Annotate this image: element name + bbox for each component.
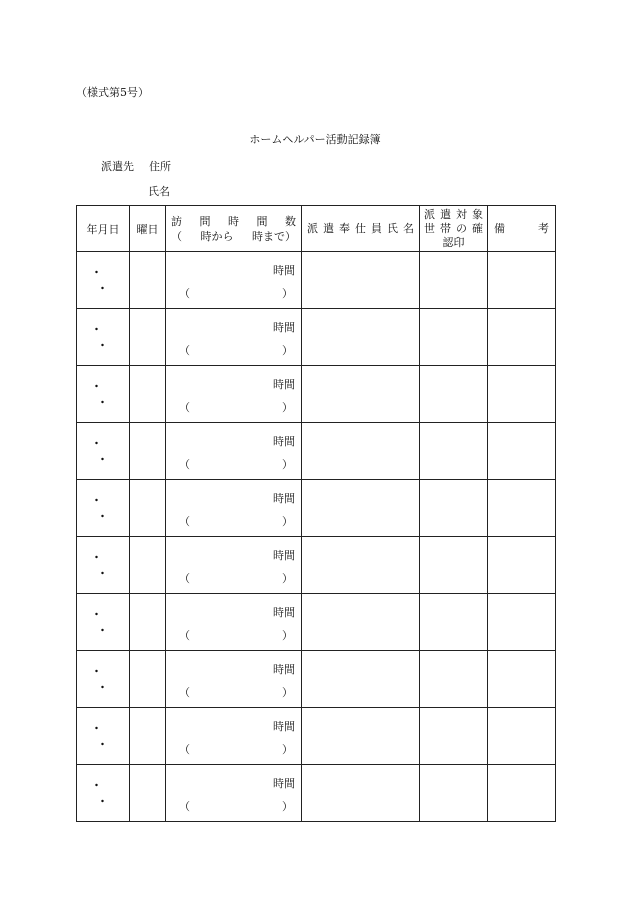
weekday-cell[interactable]: [130, 309, 166, 366]
date-cell[interactable]: [77, 708, 130, 765]
visit-hours-cell[interactable]: [166, 594, 302, 651]
weekday-cell[interactable]: [130, 252, 166, 309]
weekday-cell[interactable]: [130, 366, 166, 423]
header-staff-name: [302, 206, 420, 252]
weekday-cell[interactable]: [130, 765, 166, 822]
time-range-open-paren: （: [179, 458, 190, 471]
form-number: （様式第5号）: [76, 86, 149, 99]
table-row: [77, 309, 556, 366]
header-remarks-char: 備: [494, 222, 505, 235]
staff-name-cell[interactable]: [302, 252, 420, 309]
remarks-cell[interactable]: [488, 651, 556, 708]
header-visit-hours-char: 問: [199, 214, 211, 228]
staff-name-cell[interactable]: [302, 651, 420, 708]
time-range-open-paren: （: [179, 515, 190, 528]
staff-name-cell[interactable]: [302, 480, 420, 537]
date-cell[interactable]: [77, 537, 130, 594]
table-row: [77, 252, 556, 309]
header-staff-name-char: 名: [403, 222, 414, 235]
weekday-cell[interactable]: [130, 708, 166, 765]
weekday-cell[interactable]: [130, 537, 166, 594]
table-row: [77, 423, 556, 480]
table-row: [77, 480, 556, 537]
remarks-cell[interactable]: [488, 309, 556, 366]
date-separator-dot: ・: [91, 437, 102, 450]
remarks-cell[interactable]: [488, 480, 556, 537]
visit-hours-cell[interactable]: [166, 708, 302, 765]
remarks-cell[interactable]: [488, 252, 556, 309]
weekday-cell[interactable]: [130, 594, 166, 651]
date-separator-dot: ・: [97, 567, 108, 580]
hours-unit-label: 時間: [273, 321, 295, 334]
confirmation-seal-cell[interactable]: [420, 252, 488, 309]
date-cell[interactable]: [77, 423, 130, 480]
date-separator-dot: ・: [97, 282, 108, 295]
weekday-cell[interactable]: [130, 423, 166, 480]
confirmation-seal-cell[interactable]: [420, 423, 488, 480]
time-range-open-paren: （: [179, 743, 190, 756]
date-separator-dot: ・: [97, 453, 108, 466]
dispatch-destination-label: 派遣先: [101, 160, 134, 173]
confirmation-seal-cell[interactable]: [420, 651, 488, 708]
header-confirm-char: 確: [472, 221, 483, 235]
visit-hours-cell[interactable]: [166, 480, 302, 537]
date-cell[interactable]: [77, 765, 130, 822]
date-separator-dot: ・: [97, 624, 108, 637]
activity-log-table: [76, 205, 556, 822]
hours-unit-label: 時間: [273, 606, 295, 619]
visit-hours-cell[interactable]: [166, 765, 302, 822]
staff-name-cell[interactable]: [302, 366, 420, 423]
staff-name-cell[interactable]: [302, 708, 420, 765]
time-range-close-paren: ）: [282, 515, 293, 528]
hours-unit-label: 時間: [273, 435, 295, 448]
remarks-cell[interactable]: [488, 594, 556, 651]
hours-unit-label: 時間: [273, 720, 295, 733]
time-range-open-paren: （: [179, 401, 190, 414]
visit-hours-cell[interactable]: [166, 366, 302, 423]
header-staff-name-char: 奉: [339, 222, 350, 235]
remarks-cell[interactable]: [488, 366, 556, 423]
header-confirm-char: 象: [472, 207, 483, 221]
visit-hours-cell[interactable]: [166, 651, 302, 708]
staff-name-cell[interactable]: [302, 537, 420, 594]
date-separator-dot: ・: [91, 551, 102, 564]
visit-hours-cell[interactable]: [166, 309, 302, 366]
time-range-open-paren: （: [179, 686, 190, 699]
confirmation-seal-cell[interactable]: [420, 708, 488, 765]
date-separator-dot: ・: [91, 380, 102, 393]
confirmation-seal-cell[interactable]: [420, 765, 488, 822]
hours-unit-label: 時間: [273, 663, 295, 676]
table-header-row: [77, 206, 556, 252]
header-staff-name-char: 氏: [387, 222, 398, 235]
hours-unit-label: 時間: [273, 492, 295, 505]
weekday-cell[interactable]: [130, 651, 166, 708]
staff-name-cell[interactable]: [302, 765, 420, 822]
staff-name-cell[interactable]: [302, 309, 420, 366]
table-row: [77, 708, 556, 765]
date-cell[interactable]: [77, 252, 130, 309]
header-confirm-seal-text: 認印: [442, 235, 465, 249]
time-range-close-paren: ）: [282, 686, 293, 699]
header-confirm-char: 世: [424, 221, 435, 235]
header-date: 年月日: [77, 206, 130, 252]
remarks-cell[interactable]: [488, 537, 556, 594]
staff-name-cell[interactable]: [302, 423, 420, 480]
remarks-cell[interactable]: [488, 765, 556, 822]
time-range-close-paren: ）: [282, 800, 293, 813]
staff-name-cell[interactable]: [302, 594, 420, 651]
date-separator-dot: ・: [91, 494, 102, 507]
visit-hours-cell[interactable]: [166, 252, 302, 309]
date-cell[interactable]: [77, 480, 130, 537]
hours-unit-label: 時間: [273, 777, 295, 790]
header-visit-hours-char: 数: [285, 214, 296, 228]
header-staff-name-char: 派: [307, 222, 318, 235]
visit-hours-cell[interactable]: [166, 423, 302, 480]
date-separator-dot: ・: [91, 665, 102, 678]
header-household-confirmation: [420, 206, 488, 252]
header-remarks: [488, 206, 556, 252]
date-cell[interactable]: [77, 366, 130, 423]
time-range-close-paren: ）: [282, 458, 293, 471]
header-visit-hours-char: 時: [228, 214, 239, 228]
table-row: [77, 651, 556, 708]
table-row: [77, 537, 556, 594]
table-row: [77, 594, 556, 651]
header-staff-name-char: 遣: [323, 222, 334, 235]
header-staff-name-char: 仕: [355, 222, 366, 235]
time-range-open-paren: （: [179, 800, 190, 813]
header-confirm-char: 帯: [440, 221, 451, 235]
header-remarks-char: 考: [538, 222, 549, 235]
date-separator-dot: ・: [91, 722, 102, 735]
remarks-cell[interactable]: [488, 708, 556, 765]
remarks-cell[interactable]: [488, 423, 556, 480]
time-range-close-paren: ）: [282, 629, 293, 642]
address-label: 住所: [149, 160, 171, 173]
hours-unit-label: 時間: [273, 378, 295, 391]
header-visit-hours: [166, 206, 302, 252]
header-visit-hours-char: 間: [256, 214, 268, 228]
date-separator-dot: ・: [97, 681, 108, 694]
date-separator-dot: ・: [91, 323, 102, 336]
header-confirm-char: の: [456, 221, 467, 235]
time-range-close-paren: ）: [282, 572, 293, 585]
time-range-close-paren: ）: [282, 287, 293, 300]
header-visit-time-range-char: （: [171, 229, 182, 243]
time-range-open-paren: （: [179, 629, 190, 642]
date-separator-dot: ・: [97, 339, 108, 352]
header-confirm-char: 遣: [440, 207, 451, 221]
weekday-cell[interactable]: [130, 480, 166, 537]
date-separator-dot: ・: [97, 510, 108, 523]
date-separator-dot: ・: [97, 396, 108, 409]
time-range-close-paren: ）: [282, 743, 293, 756]
confirmation-seal-cell[interactable]: [420, 594, 488, 651]
confirmation-seal-cell[interactable]: [420, 537, 488, 594]
confirmation-seal-cell[interactable]: [420, 309, 488, 366]
table-row: [77, 765, 556, 822]
date-separator-dot: ・: [91, 608, 102, 621]
confirmation-seal-cell[interactable]: [420, 366, 488, 423]
date-separator-dot: ・: [97, 738, 108, 751]
time-range-close-paren: ）: [282, 344, 293, 357]
header-weekday: 曜日: [130, 206, 166, 252]
date-cell[interactable]: [77, 651, 130, 708]
date-separator-dot: ・: [97, 795, 108, 808]
name-label: 氏名: [148, 185, 170, 198]
header-visit-hours-char: 訪: [171, 214, 182, 228]
header-confirm-char: 対: [456, 207, 467, 221]
header-visit-time-range-char: 時から: [200, 229, 234, 243]
time-range-open-paren: （: [179, 572, 190, 585]
header-visit-time-range-char: 時まで）: [252, 229, 296, 243]
header-staff-name-char: 員: [371, 222, 382, 235]
time-range-close-paren: ）: [282, 401, 293, 414]
date-cell[interactable]: [77, 309, 130, 366]
document-title: ホームヘルパー活動記録簿: [249, 133, 381, 146]
date-cell[interactable]: [77, 594, 130, 651]
table-row: [77, 366, 556, 423]
visit-hours-cell[interactable]: [166, 537, 302, 594]
date-separator-dot: ・: [91, 779, 102, 792]
date-separator-dot: ・: [91, 266, 102, 279]
time-range-open-paren: （: [179, 287, 190, 300]
header-confirm-char: 派: [424, 207, 435, 221]
hours-unit-label: 時間: [273, 549, 295, 562]
time-range-open-paren: （: [179, 344, 190, 357]
confirmation-seal-cell[interactable]: [420, 480, 488, 537]
hours-unit-label: 時間: [273, 264, 295, 277]
